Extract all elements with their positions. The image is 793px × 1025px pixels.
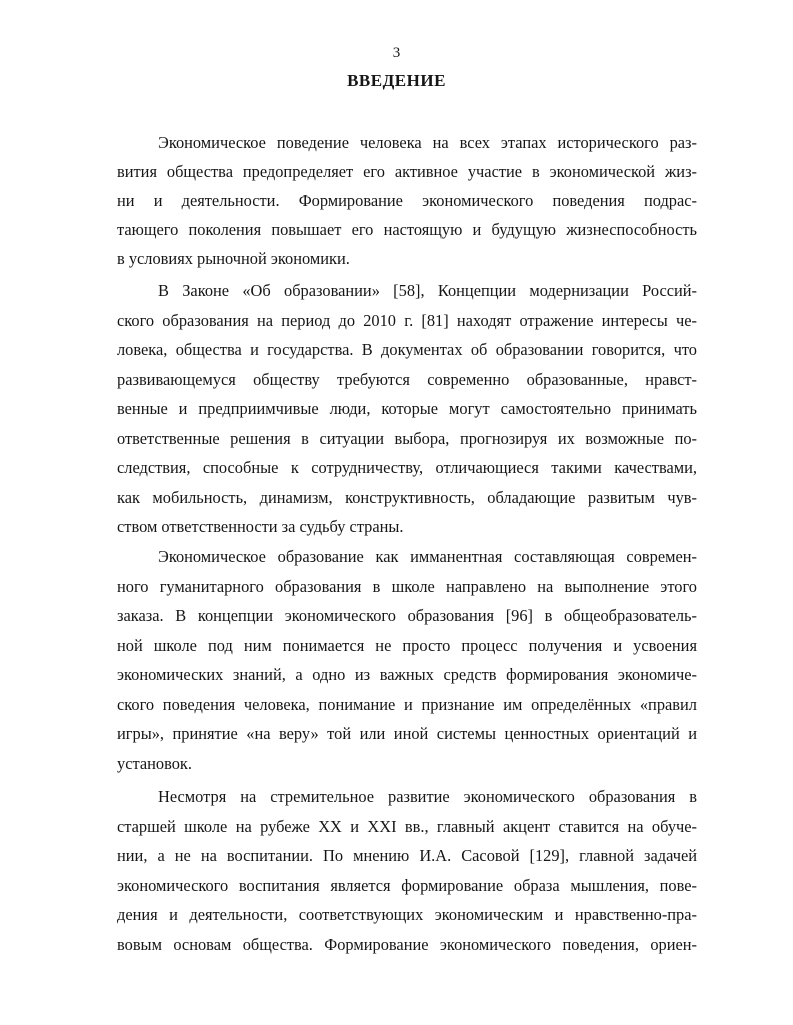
text-line: венные и предприимчивые люди, которые могут самостоятельно принимать	[117, 399, 697, 418]
text-line: ответственные решения в ситуации выбора, прогнозируя их возможные по-	[117, 429, 697, 448]
text-line: Экономическое поведение человека на всех этапах исторического раз-	[158, 133, 697, 152]
text-line: следствия, способные к сотрудничеству, отличающиеся такими качествами,	[117, 458, 697, 477]
text-line: ского образования на период до 2010 г. [81] находят отражение интересы че-	[117, 311, 697, 330]
text-line: ством ответственности за судьбу страны.	[117, 517, 404, 536]
text-line: В Законе «Об образовании» [58], Концепции модернизации Россий-	[158, 281, 697, 300]
text-line: экономических знаний, а одно из важных средств формирования экономиче-	[117, 665, 697, 684]
text-line: в условиях рыночной экономики.	[117, 249, 350, 268]
text-line: нии, а не на воспитании. По мнению И.А. Сасовой [129], главной задачей	[117, 846, 697, 865]
text-line: ловека, общества и государства. В документах об образовании говорится, что	[117, 340, 697, 359]
text-line: Экономическое образование как имманентная составляющая современ-	[158, 547, 697, 566]
text-line: установок.	[117, 754, 192, 773]
text-line: ского поведения человека, понимание и признание им определённых «правил	[117, 695, 697, 714]
text-line: дения и деятельности, соответствующих экономическим и нравственно-пра-	[117, 905, 697, 924]
page-number: 3	[392, 45, 401, 61]
text-line: развивающемуся обществу требуются современно образованные, нравст-	[117, 370, 697, 389]
text-line: вовым основам общества. Формирование экономического поведения, ориен-	[117, 935, 697, 954]
section-heading: ВВЕДЕНИЕ	[347, 71, 446, 90]
text-line: экономического воспитания является формирование образа мышления, пове-	[117, 876, 697, 895]
text-line: вития общества предопределяет его активное участие в экономической жиз-	[117, 162, 697, 181]
text-line: ни и деятельности. Формирование экономического поведения подрас-	[117, 191, 697, 210]
text-line: Несмотря на стремительное развитие экономического образования в	[158, 787, 697, 806]
text-line: старшей школе на рубеже XX и XXI вв., главный акцент ставится на обуче-	[117, 817, 697, 836]
text-line: ной школе под ним понимается не просто процесс получения и усвоения	[117, 636, 697, 655]
text-line: как мобильность, динамизм, конструктивность, обладающие развитым чув-	[117, 488, 697, 507]
text-line: заказа. В концепции экономического образования [96] в общеобразователь-	[117, 606, 697, 625]
text-line: ного гуманитарного образования в школе направлено на выполнение этого	[117, 577, 697, 596]
text-line: тающего поколения повышает его настоящую и будущую жизнеспособность	[117, 220, 697, 239]
text-line: игры», принятие «на веру» той или иной системы ценностных ориентаций и	[117, 724, 697, 743]
